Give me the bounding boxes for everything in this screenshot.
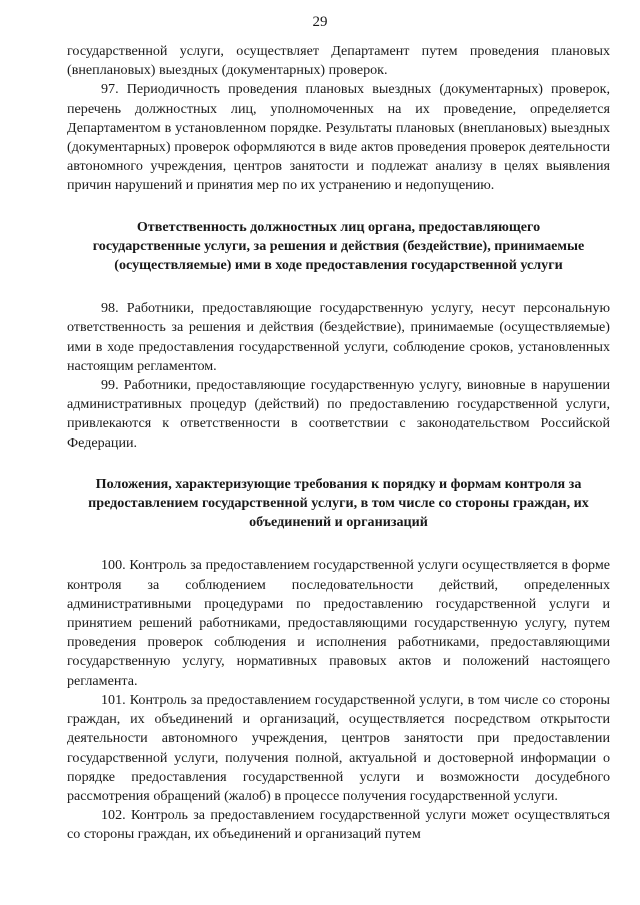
document-body — [67, 42, 610, 845]
section-heading-control-requirements: Положения, характеризующие требования к порядку и формам контроля за предоставлением государственной услуги, в том числе со стороны граждан, их объединений и организаций — [88, 475, 589, 531]
paragraph-100: 100. Контроль за предоставлением государственной услуги осуществляется в форме контроля за соблюдением последовательности действий, определенных административными процедурами по предоставлению государственной услуги и принятием решений работниками, предоставляющими государственную услугу, путем проведения проверок соблюдения и исполнения работниками, предоставляющими государственную услугу, нормативных правовых актов и положений настоящего регламента. — [67, 557, 610, 689]
section-heading-responsibility: Ответственность должностных лиц органа, предоставляющего государственные услуги, за решения и действия (бездействие), принимаемые (осуществляемые) ими в ходе предоставления государственной услуги — [92, 218, 585, 274]
page-number: 29 — [312, 14, 328, 30]
paragraph-101: 101. Контроль за предоставлением государственной услуги, в том числе со стороны граждан, их объединений и организаций, осуществляется посредством открытости деятельности автономного учреждения, центров занятости при предоставлении государственной услуги, получения полной, актуальной и достоверной информации о порядке предоставления государственной услуги и возможности досудебного рассмотрения обращений (жалоб) в процессе получения государственной услуги. — [67, 691, 610, 804]
paragraph-102: 102. Контроль за предоставлением государственной услуги может осуществляться со стороны граждан, их объединений и организаций путем — [67, 807, 610, 843]
paragraph-97: 97. Периодичность проведения плановых выездных (документарных) проверок, перечень должностных лиц, уполномоченных на их проведение, определяется Департаментом в установленном порядке. Результаты плановых (внеплановых) выездных (документарных) проверок оформляются в виде актов проведения проверок деятельности автономного учреждения, центров занятости и подлежат анализу в целях выявления причин нарушений и принятия мер по их устранению и недопущению. — [67, 81, 610, 194]
paragraph-99: 99. Работники, предоставляющие государственную услугу, виновные в нарушении административных процедур (действий) по предоставлению государственной услуги, привлекаются к ответственности в соответствии с законодательством Российской Федерации. — [67, 377, 610, 451]
paragraph-98: 98. Работники, предоставляющие государственную услугу, несут персональную ответственность за решения и действия (бездействие), принимаемые (осуществляемые) ими в ходе предоставления государственной услуги, соблюдение сроков, установленных настоящим регламентом. — [67, 300, 610, 374]
paragraph-continuation: государственной услуги, осуществляет Департамент путем проведения плановых (внеплановых) выездных (документарных) проверок. — [67, 43, 610, 79]
